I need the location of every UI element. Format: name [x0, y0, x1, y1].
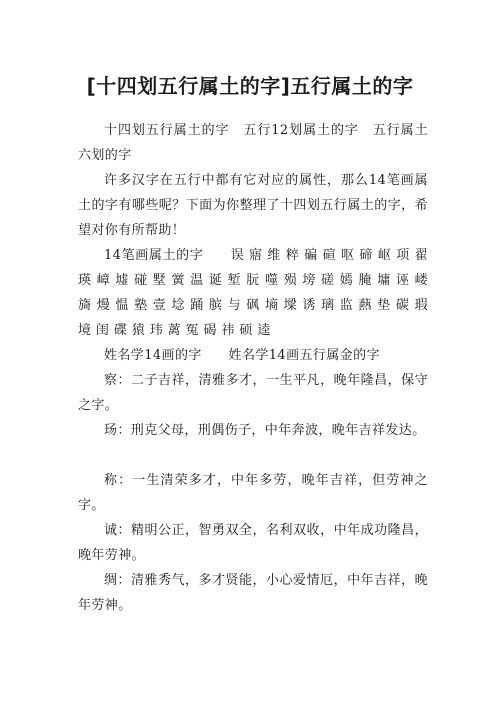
paragraph-entry-yang: 玚：刑克父母，刑偶伤子，中年奔波，晚年吉祥发达。 — [104, 423, 426, 438]
paragraph-entry-cheng: 称：一生清荣多才，中年多劳，晚年吉祥，但劳神之字。 — [78, 473, 428, 513]
document-title: [十四划五行属土的字]五行属土的字 — [86, 74, 414, 98]
paragraph-subheading: 姓名学14画的字 姓名学14画五行属金的字 — [104, 348, 380, 363]
paragraph-intro: 许多汉字在五行中都有它对应的属性，那么14笔画属土的字有哪些呢？下面为你整理了十四划五行属土的字，希望对你有所帮助！ — [78, 173, 428, 238]
paragraph-intro-title-line: 十四划五行属土的字 五行12划属土的字 五行属土六划的字 — [78, 123, 428, 163]
document-body — [78, 118, 428, 618]
paragraph-entry-cheng-honest: 诚：精明公正，智勇双全，名利双收，中年成功隆昌，晚年劳神。 — [78, 523, 428, 563]
paragraph-entry-cha: 察：二子吉祥，清雅多才，一生平凡，晚年隆昌，保守之字。 — [78, 373, 428, 413]
paragraph-entry-chou: 绸：清雅秀气，多才贤能，小心爱情厄，中年吉祥，晚年劳神。 — [78, 573, 428, 613]
paragraph-character-list: 14笔画属土的字 误 寤 维 粹 碥 碹 呕 碲 岖 项 翟 瑛 嶂 墟 碰 墅 黉 温 诞 堑 朊 噬 殒 塝 磋 嫣 腌 墉 诬 嵝 旖 熳 愠 塾 壹 埝 踊 膑 与 砜 墒 墚 诱 璃 监 爇 垫 碳 瑕 境 闺 碟 猿 玮 蓠 冤 碣 祎 硕 逵 — [78, 248, 428, 338]
